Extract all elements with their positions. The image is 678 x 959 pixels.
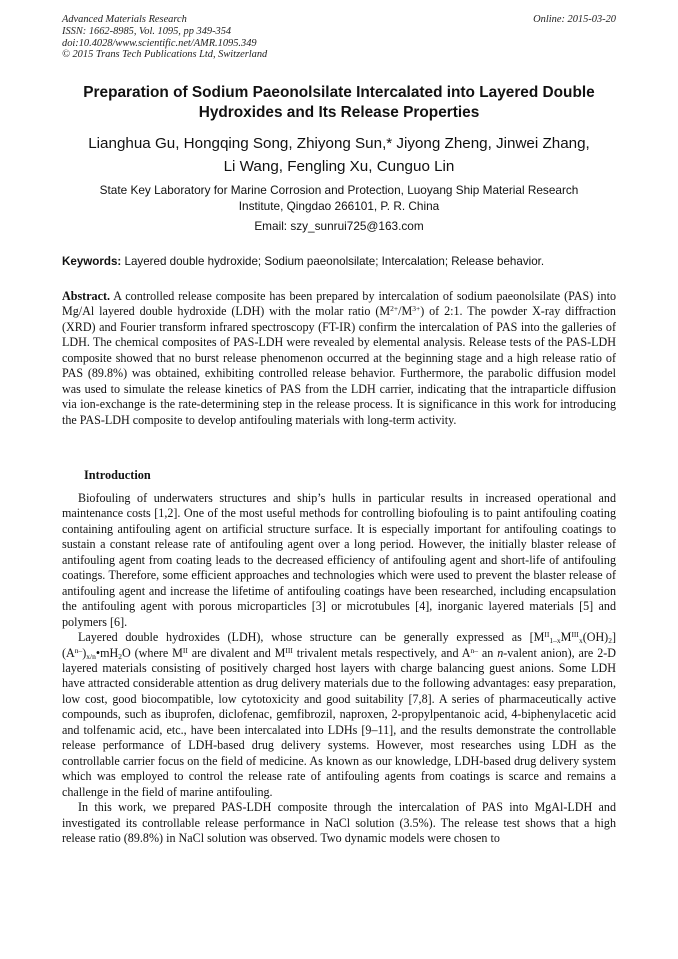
abstract-sup-1: 2+	[390, 304, 399, 314]
corresponding-email: Email: szy_sunrui725@163.com	[254, 219, 424, 233]
abstract-label: Abstract.	[62, 289, 111, 303]
p2-sup-n: n–	[74, 645, 83, 655]
journal-copyright: © 2015 Trans Tech Publications Ltd, Switzerland	[62, 49, 268, 61]
p2-sub-2: 2	[608, 636, 612, 646]
keywords-text: Layered double hydroxide; Sodium paeonolsilate; Intercalation; Release behavior.	[121, 255, 545, 268]
p2-text-d: )	[82, 645, 87, 660]
affiliation	[40, 182, 638, 214]
introduction-body	[62, 491, 616, 846]
keywords	[62, 254, 616, 270]
p2-text-j: -valent anion), are 2-D layered materials consisting of positively charged host layers with charge balancing guest anions. Some LDH have attracted considerable attention as drug delivery materials due to the following advantages: easy preparation, low cost, good biocompatible, low cytotoxicity and good suitability [7,8]. A series of pharmaceutically active compounds, such as ibuprofen, diclofenac, gemfibrozil, naproxen, 2-propylpentanoic acid, 4-biphenylacetic acid and tolfenamic acid, etc., have been intercalated into LDHs [9–11], and the results demonstrate the controllable release performance of LDH-based drug delivery systems. However, most researches using LDH as the controllable carrier focus on the field of medicine. As known as our knowledge, LDH-based drug delivery system which was employed to control the release rate of antifouling agents from coatings is scarce and remains a challenge in the field of marine antifouling.	[62, 645, 616, 799]
p2-text-c: ](A	[62, 630, 616, 660]
affiliation-line-2: Institute, Qingdao 266101, P. R. China	[238, 199, 440, 213]
affiliation-line-1: State Key Laboratory for Marine Corrosion and Protection, Luoyang Ship Material Research	[99, 183, 579, 197]
p2-text-e: •mH	[95, 645, 119, 660]
p2-sup-ii-2: II	[182, 645, 188, 655]
p2-text-g: are divalent and M	[187, 645, 286, 660]
p2-sub-2b: 2	[118, 651, 123, 661]
authors-line-1: Lianghua Gu, Hongqing Song, Zhiyong Sun,* Jiyong Zheng, Jinwei Zhang,	[88, 135, 590, 152]
intro-paragraph-2	[62, 630, 616, 800]
abstract-sup-2: 3+	[412, 304, 421, 314]
p2-text-m: M	[560, 630, 572, 645]
journal-issn: ISSN: 1662-8985, Vol. 1095, pp 349-354	[62, 25, 232, 37]
section-heading-introduction: Introduction	[84, 468, 151, 482]
p2-sup-iii-2: III	[285, 645, 293, 655]
p2-sub-1x: 1–x	[549, 636, 561, 646]
authors-line-2: Li Wang, Fengling Xu, Cunguo Lin	[223, 158, 455, 175]
author-list	[40, 132, 638, 178]
p2-text-f: O (where M	[122, 645, 183, 660]
abstract	[62, 289, 616, 428]
p2-sup-ii: II	[544, 630, 550, 640]
journal-doi: doi:10.4028/www.scientific.net/AMR.1095.349	[62, 37, 257, 49]
p2-sup-iii: III	[571, 630, 579, 640]
online-date: Online: 2015-03-20	[533, 14, 616, 25]
paper-title	[40, 83, 638, 123]
intro-paragraph-1: Biofouling of underwaters structures and ship’s hulls in particular results in increased operational and maintenance costs [1,2]. One of the most useful methods for controlling biofouling is to paint antifouling coating containing antifouling agent on artificial structure surface. It is especially important for antifouling coatings to sustain a constant release rate of antifouling agent over a long period. However, the initially blaster release of antifouling agent from coating leads to the decreased efficiency of antifouling agent and short-life of antifouling coatings. Therefore, some efficient approaches and technologies which were used to prevent the blaster release of antifouling agent and increase the lifetime of antifouling coatings have been researched, including encapsulation the antifouling agent with porous microparticles [3] or microtubules [4], inorganic layered materials [5] and polymers [6].	[62, 491, 616, 629]
p2-text-h: trivalent metals respectively, and A	[292, 645, 471, 660]
abstract-text-c: ) of 2:1. The powder X-ray diffraction (XRD) and Fourier transform infrared spectroscopy (FT-IR) confirm the intercalation of PAS into the galleries of LDH. The chemical composites of PAS-LDH were revealed by elemental analysis. Release tests of the PAS-LDH composite showed that no burst release phenomenon occurred at the beginning stage and a high release ratio of PAS (89.8%) was obtained, exhibiting controlled release behavior. Furthermore, the parabolic diffusion model was used to simulate the release kinetics of PAS from the LDH carrier, indicating that the intraparticle diffusion via ion-exchange is the rate-determining step in the release process. It is significance in this work for introducing the PAS-LDH composite to develop antifouling materials with long-term activity.	[62, 304, 616, 427]
p2-text-i: an	[477, 645, 498, 660]
p2-text-a: Layered double hydroxides (LDH), whose structure can be generally expressed as [M	[78, 630, 545, 645]
title-line-1: Preparation of Sodium Paeonolsilate Intercalated into Layered Double	[83, 84, 595, 101]
keywords-label: Keywords:	[62, 255, 122, 268]
running-header	[62, 14, 616, 61]
abstract-paragraph	[62, 289, 616, 428]
p2-sub-xn: x/n	[86, 651, 96, 661]
abstract-text-a: A controlled release composite has been prepared by intercalation of sodium paeonolsilate (PAS) into Mg/Al layered double hydroxide (LDH) with the molar ratio (M	[62, 289, 616, 319]
abstract-text-b: /M	[398, 304, 413, 319]
p2-sup-n-2: n–	[470, 645, 478, 655]
intro-paragraph-3: In this work, we prepared PAS-LDH composite through the intercalation of PAS into MgAl-LDH and investigated its controllable release performance in NaCl solution (3.5%). The release test shows that a high release ratio (89.8%) in NaCl solution was observed. Two dynamic models were chosen to	[62, 800, 616, 845]
p2-text-b: (OH)	[582, 630, 609, 645]
p2-sub-x: x	[578, 636, 583, 646]
journal-name: Advanced Materials Research	[62, 14, 187, 25]
title-line-2: Hydroxides and Its Release Properties	[198, 104, 480, 121]
p2-italic-n: n	[497, 645, 504, 660]
